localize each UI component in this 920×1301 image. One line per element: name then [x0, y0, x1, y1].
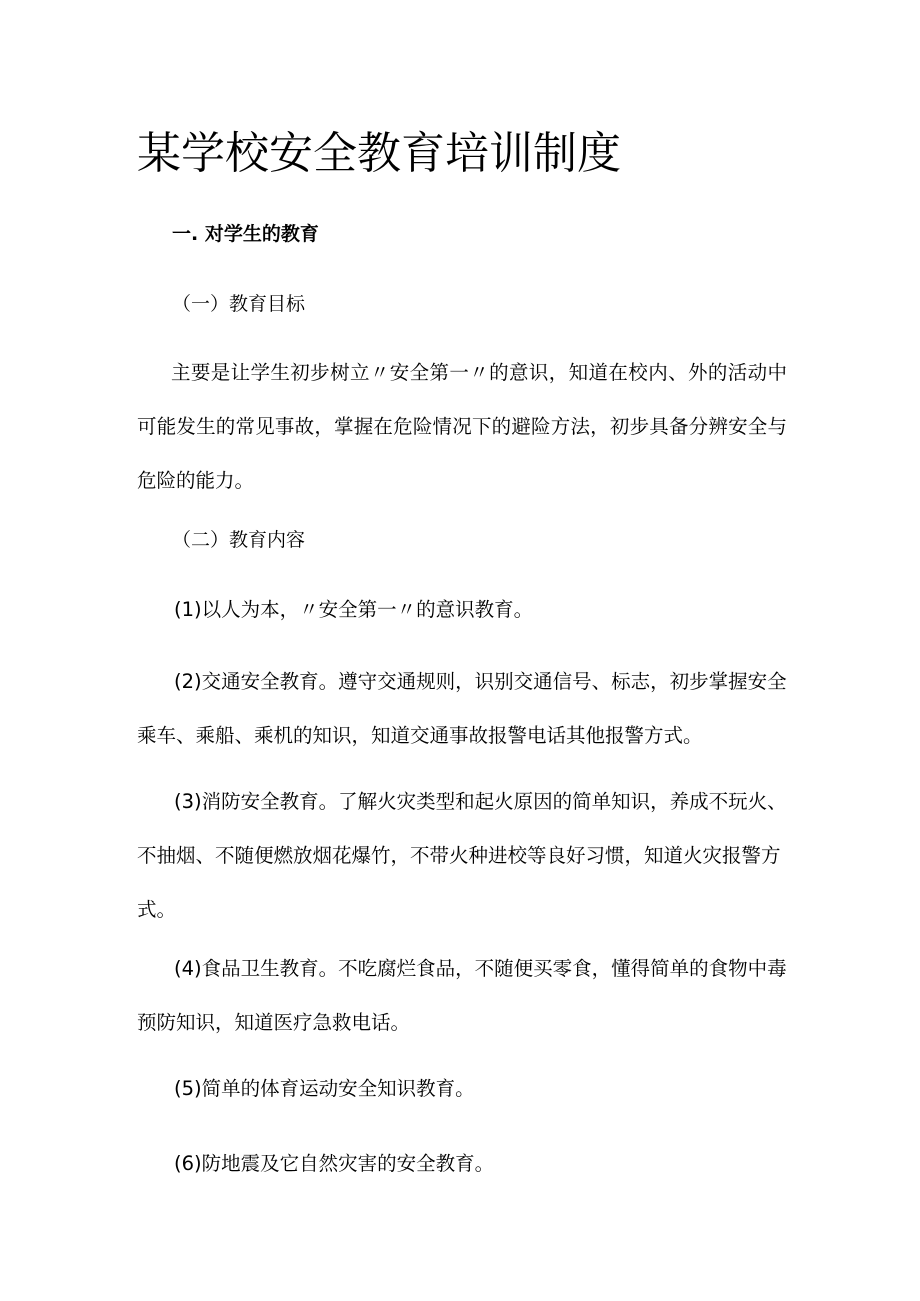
- list-item: (3)消防安全教育。了解火灾类型和起火原因的简单知识，养成不玩火、不抽烟、不随便燃放烟花爆竹，不带火种进校等良好习惯，知道火灾报警方式。: [137, 790, 787, 921]
- paragraph-education-goal: 主要是让学生初步树立〃安全第一〃的意识，知道在校内、外的活动中可能发生的常见事故，掌握在危险情况下的避险方法，初步具备分辨安全与危险的能力。: [137, 361, 787, 492]
- document-title: 某学校安全教育培训制度: [137, 128, 621, 179]
- subheading-education-goal: （一）教育目标: [172, 293, 306, 315]
- list-item: (4)食品卫生教育。不吃腐烂食品，不随便买零食，懂得简单的食物中毒预防知识，知道医疗急救电话。: [137, 957, 787, 1034]
- section-heading-students: 一. 对学生的教育: [172, 223, 319, 245]
- list-item: (5)简单的体育运动安全知识教育。: [174, 1077, 475, 1100]
- list-item: (6)防地震及它自然灾害的安全教育。: [174, 1152, 495, 1175]
- list-item: (2)交通安全教育。遵守交通规则，识别交通信号、标志，初步掌握安全乘车、乘船、乘机的知识，知道交通事故报警电话其他报警方式。: [137, 670, 787, 747]
- list-item: (1)以人为本，〃安全第一〃的意识教育。: [174, 598, 534, 621]
- subheading-education-content: （二）教育内容: [172, 529, 306, 551]
